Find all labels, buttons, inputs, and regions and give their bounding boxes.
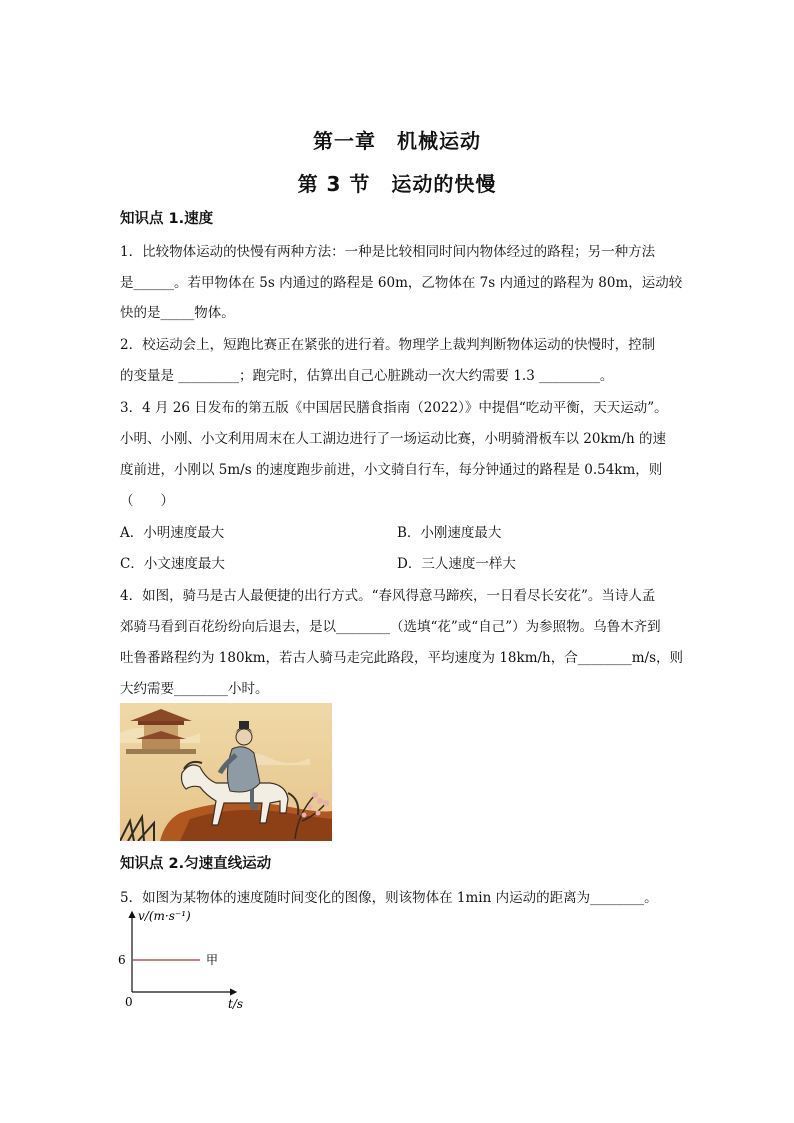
y-axis-label: v/(m·s⁻¹) xyxy=(138,909,191,923)
q5-line-1: 5．如图为某物体的速度随时间变化的图像，则该物体在 1min 内运动的距离为________。 xyxy=(120,890,658,906)
q4-line-2: 郊骑马看到百花纷纷向后退去，是以________（选填“花”或“自己”）为参照物。乌鲁木齐到 xyxy=(120,619,661,635)
q3-line-1: 3．4 月 26 日发布的第五版《中国居民膳食指南（2022）》中提倡“吃动平衡，天天运动”。 xyxy=(120,400,668,416)
q3-line-3: 度前进，小刚以 5m/s 的速度跑步前进，小文骑自行车，每分钟通过的路程是 0.54km，则 xyxy=(120,462,663,478)
q1-line-3: 快的是_____物体。 xyxy=(120,305,235,321)
q4-line-1: 4．如图，骑马是古人最便捷的出行方式。“春风得意马蹄疾，一日看尽长安花”。当诗人孟 xyxy=(120,588,656,604)
knowledge-point-1-heading: 知识点 1.速度 xyxy=(120,211,214,227)
section-title: 第 3 节 运动的快慢 xyxy=(297,172,497,196)
q2-line-1: 2．校运动会上，短跑比赛正在紧张的进行着。物理学上裁判判断物体运动的快慢时，控制 xyxy=(120,337,656,353)
x-axis-label: t/s xyxy=(228,997,244,1011)
y-tick-label: 6 xyxy=(118,953,126,967)
chapter-title: 第一章 机械运动 xyxy=(313,129,481,153)
q4-line-4: 大约需要________小时。 xyxy=(120,681,269,697)
knowledge-point-2-heading: 知识点 2.匀速直线运动 xyxy=(120,856,272,872)
velocity-time-chart xyxy=(112,906,262,1016)
series-label-jia: 甲 xyxy=(206,953,219,967)
q3-line-2: 小明、小刚、小文利用周末在人工湖边进行了一场运动比赛，小明骑滑板车以 20km/h 的速 xyxy=(120,431,666,447)
q3-option-a: A．小明速度最大 xyxy=(120,525,225,541)
horse-rider-illustration xyxy=(120,703,332,841)
q1-line-1: 1．比较物体运动的快慢有两种方法：一种是比较相同时间内物体经过的路程；另一种方法 xyxy=(120,244,656,260)
q1-line-2: 是______。若甲物体在 5s 内通过的路程是 60m，乙物体在 7s 内通过的路程为 80m，运动较 xyxy=(120,275,683,291)
q3-option-c: C．小文速度最大 xyxy=(120,556,225,572)
q3-option-b: B．小刚速度最大 xyxy=(397,525,502,541)
q3-line-4: （ ） xyxy=(120,493,174,509)
origin-label: 0 xyxy=(125,995,133,1009)
q4-line-3: 吐鲁番路程约为 180km，若古人骑马走完此路段，平均速度为 18km/h，合________m/s，则 xyxy=(120,650,684,666)
q2-line-2: 的变量是 _________；跑完时，估算出自己心脏跳动一次大约需要 1.3 _________。 xyxy=(120,368,614,384)
q3-option-d: D．三人速度一样大 xyxy=(397,556,516,572)
